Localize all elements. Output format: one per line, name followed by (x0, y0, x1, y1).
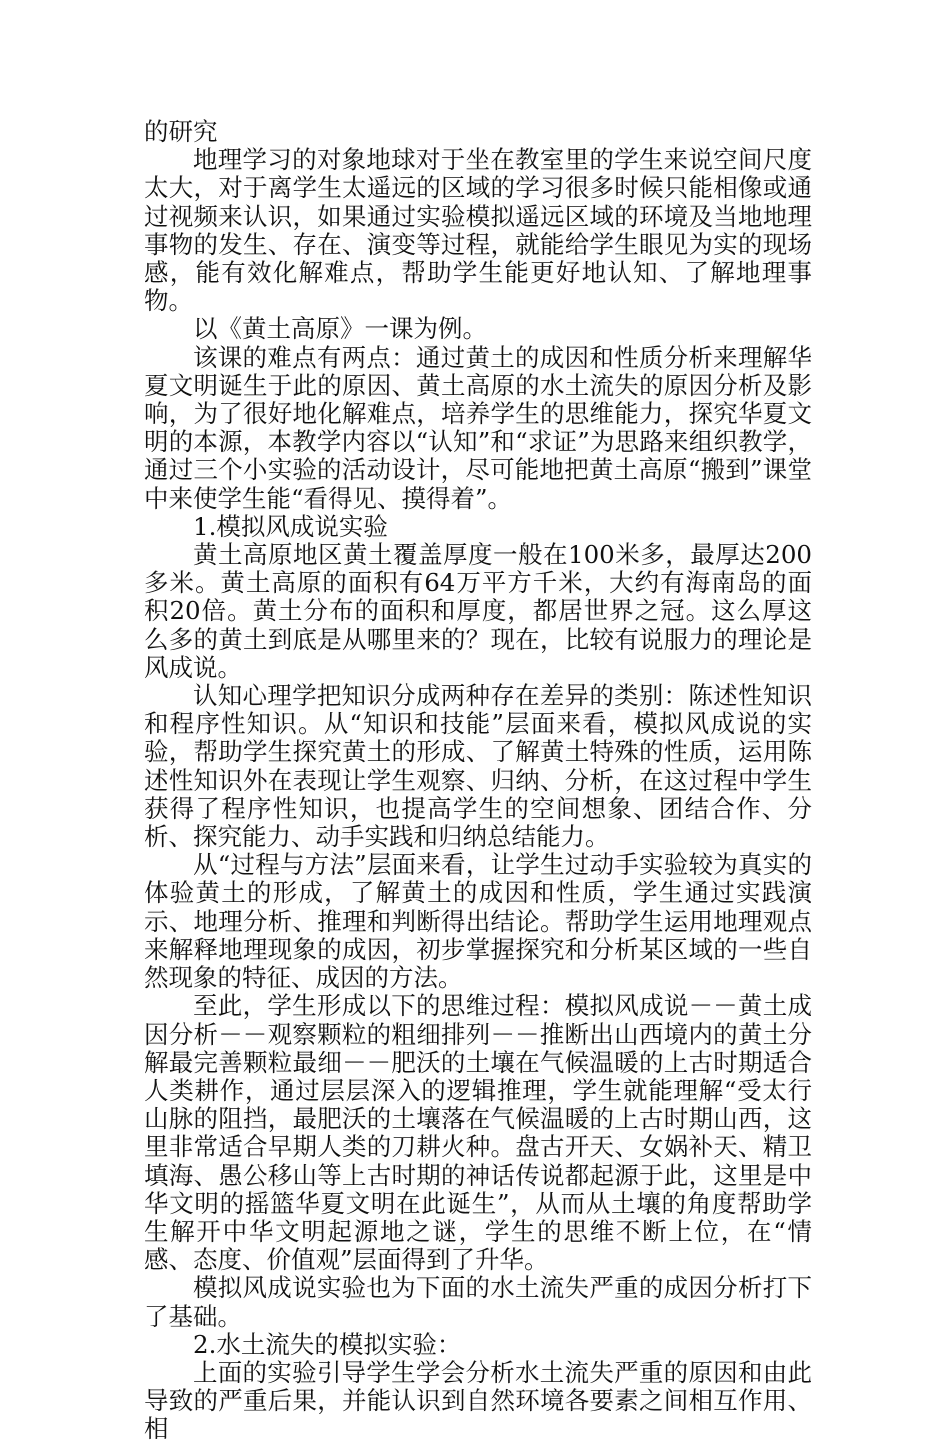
paragraph-erosion: 上面的实验引导学生学会分析水土流失严重的原因和由此导致的严重后果，并能认识到自然环境各要素之间相互作用、相 (144, 1357, 812, 1444)
paragraph-intro: 地理学习的对象地球对于坐在教室里的学生来说空间尺度太大，对于离学生太遥远的区域的学习很多时候只能相像或通过视频来认识，如果通过实验模拟遥远区域的环境及当地地理事物的发生、存在、演变等过程，就能给学生眼见为实的现场感，能有效化解难点，帮助学生能更好地认知、了解地理事物。 (144, 145, 812, 316)
document-body (144, 118, 812, 1444)
paragraph-loess-facts: 黄土高原地区黄土覆盖厚度一般在100米多，最厚达200多米。黄土高原的面积有64万平方千米，大约有海南岛的面积20倍。黄土分布的面积和厚度，都居世界之冠。这么厚这么多的黄土到底是从哪里来的？现在，比较有说服力的理论是风成说。 (144, 540, 812, 682)
paragraph-thinking-process: 至此，学生形成以下的思维过程：模拟风成说－－黄土成因分析－－观察颗粒的粗细排列－－推断出山西境内的黄土分解最完善颗粒最细－－肥沃的土壤在气候温暖的上古时期适合人类耕作，通过层层深入的逻辑推理，学生就能理解“受太行山脉的阻挡，最肥沃的土壤落在气候温暖的上古时期山西，这里非常适合早期人类的刀耕火种。盘古开天、女娲补天、精卫填海、愚公移山等上古时期的神话传说都起源于此，这里是中华文明的摇篮华夏文明在此诞生”，从而从土壤的角度帮助学生解开中华文明起源地之谜，学生的思维不断上位，在“情感、态度、价值观”层面得到了升华。 (144, 991, 812, 1275)
paragraph-foundation: 模拟风成说实验也为下面的水土流失严重的成因分析打下了基础。 (144, 1273, 812, 1331)
paragraph-cognitive: 认知心理学把知识分成两种存在差异的类别：陈述性知识和程序性知识。从“知识和技能”层面来看，模拟风成说的实验，帮助学生探究黄土的形成、了解黄土特殊的性质，运用陈述性知识外在表现让学生观察、归纳、分析，在这过程中学生获得了程序性知识，也提高学生的空间想象、团结合作、分析、探究能力、动手实践和归纳总结能力。 (144, 681, 812, 852)
paragraph-difficulties: 该课的难点有两点：通过黄土的成因和性质分析来理解华夏文明诞生于此的原因、黄土高原的水土流失的原因分析及影响，为了很好地化解难点，培养学生的思维能力，探究华夏文明的本源，本教学内容以“认知”和“求证”为思路来组织教学，通过三个小实验的活动设计，尽可能地把黄土高原“搬到”课堂中来使学生能“看得见、摸得着”。 (144, 342, 812, 513)
paragraph-continuation: 的研究 (144, 117, 218, 146)
section-heading-1: 1.模拟风成说实验 (193, 511, 388, 541)
paragraph-example: 以《黄土高原》一课为例。 (193, 314, 487, 344)
section-heading-2: 2.水土流失的模拟实验： (193, 1329, 462, 1359)
paragraph-process-method: 从“过程与方法”层面来看，让学生过动手实验较为真实的体验黄土的形成，了解黄土的成因和性质，学生通过实践演示、地理分析、推理和判断得出结论。帮助学生运用地理观点来解释地理现象的成因，初步掌握探究和分析某区域的一些自然现象的特征、成因的方法。 (144, 850, 812, 993)
